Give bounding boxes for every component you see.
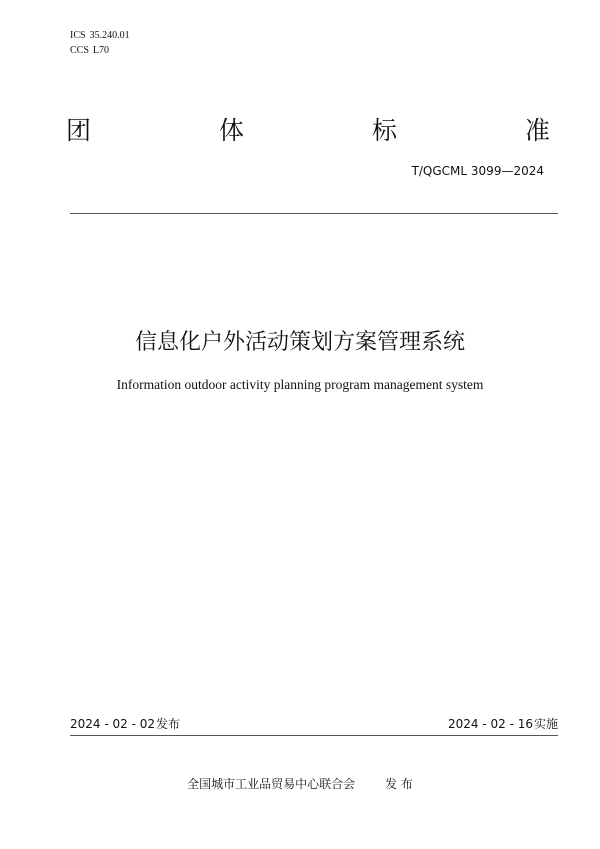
- implement-date: [448, 716, 558, 732]
- bottom-divider: [70, 735, 558, 736]
- standard-type-char: 团: [66, 116, 92, 145]
- publish-date-value: 2024 - 02 - 02: [70, 717, 155, 731]
- ccs-classification: [70, 45, 109, 57]
- implement-date-value: 2024 - 02 - 16: [447, 717, 533, 731]
- ccs-label: CCS: [70, 45, 89, 56]
- issuer-action: 发 布: [385, 777, 413, 791]
- ccs-value: L70: [92, 45, 110, 56]
- standard-type-char: 体: [218, 116, 244, 145]
- issuer-name: 全国城市工业品贸易中心联合会: [187, 777, 356, 791]
- ics-label: ICS: [70, 30, 86, 41]
- document-title-zh: 信息化户外活动策划方案管理系统: [134, 330, 465, 355]
- standard-type-heading: [66, 116, 550, 146]
- ics-value: 35.240.01: [89, 30, 130, 41]
- standard-number: T/QGCML 3099—2024: [411, 164, 544, 178]
- standard-type-char: 标: [371, 116, 397, 145]
- ics-classification: [70, 30, 130, 42]
- implement-date-label: 实施: [533, 717, 558, 731]
- document-title-en: Information outdoor activity planning program management system: [116, 377, 484, 392]
- publish-date: [70, 716, 180, 732]
- standard-type-char: 准: [524, 116, 550, 145]
- publish-date-label: 发布: [156, 717, 181, 731]
- issuer-line: [0, 776, 600, 792]
- top-divider: [70, 213, 558, 214]
